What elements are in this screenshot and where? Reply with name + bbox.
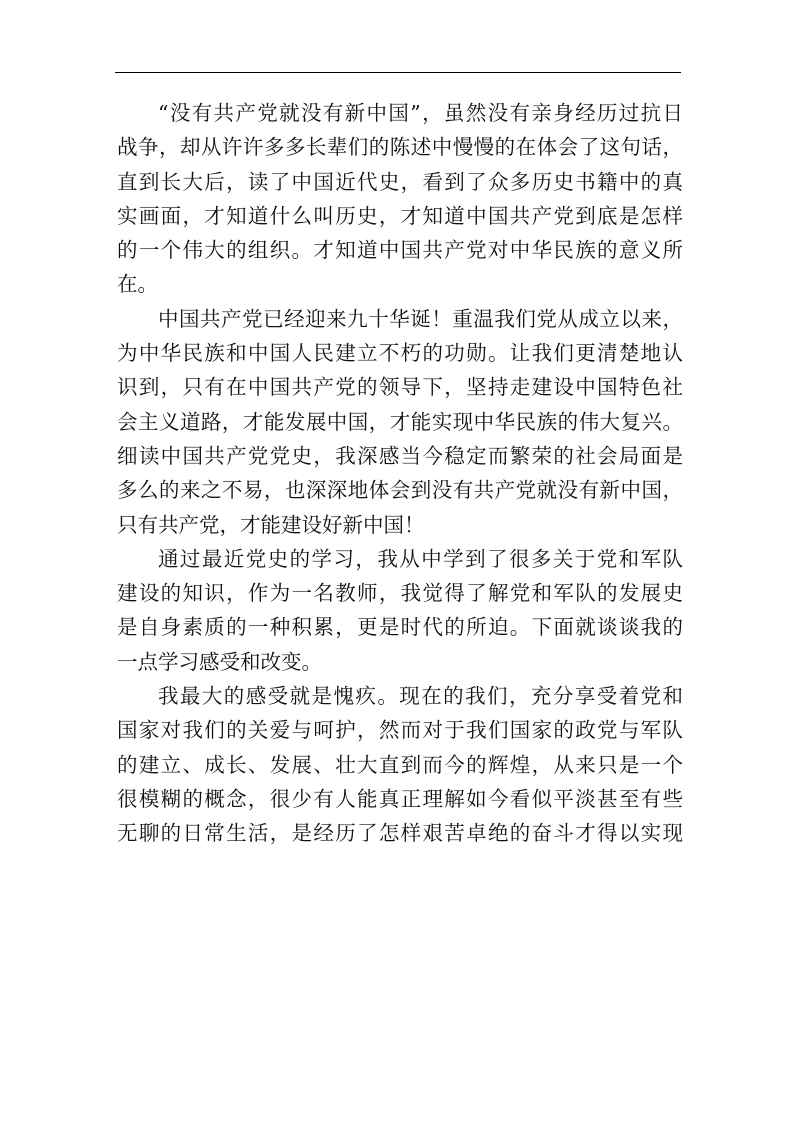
paragraph-line: 在。 [117,272,158,297]
paragraph-line: 是自身素质的一种积累，更是时代的所迫。下面就谈谈我的 [117,615,683,640]
paragraph-line: 通过最近党史的学习，我从中学到了很多关于党和军队 [158,546,683,571]
paragraph-line: 一点学习感受和改变。 [117,649,322,674]
paragraph-line: 直到长大后，读了中国近代史，看到了众多历史书籍中的真 [117,169,683,194]
body-text [117,96,683,851]
paragraph-line: 多么的来之不易，也深深地体会到没有共产党就没有新中国， [117,478,683,503]
paragraph-line: 我最大的感受就是愧疚。现在的我们，充分享受着党和 [158,684,683,709]
paragraph-line: 中国共产党已经迎来九十华诞！重温我们党从成立以来， [158,306,683,331]
paragraph-line: 无聊的日常生活，是经历了怎样艰苦卓绝的奋斗才得以实现 [117,821,683,846]
header-rule [115,72,681,73]
paragraph-line: 很模糊的概念，很少有人能真正理解如今看似平淡甚至有些 [117,786,683,811]
paragraph-line: 的一个伟大的组织。才知道中国共产党对中华民族的意义所 [117,238,683,263]
paragraph-line: “没有共产党就没有新中国”，虽然没有亲身经历过抗日 [158,101,683,125]
paragraph-line: 建设的知识，作为一名教师，我觉得了解党和军队的发展史 [117,581,683,606]
paragraph-line: 实画面，才知道什么叫历史，才知道中国共产党到底是怎样 [117,203,683,228]
paragraph-line: 会主义道路，才能发展中国，才能实现中华民族的伟大复兴。 [117,409,683,434]
paragraph-line: 国家对我们的关爱与呵护，然而对于我们国家的政党与军队 [117,718,683,743]
paragraph-line: 只有共产党，才能建设好新中国！ [117,512,425,537]
paragraph-line: 为中华民族和中国人民建立不朽的功勋。让我们更清楚地认 [117,341,683,366]
paragraph-line: 识到，只有在中国共产党的领导下，坚持走建设中国特色社 [117,375,683,400]
paragraph-line: 战争，却从许许多多长辈们的陈述中慢慢的在体会了这句话， [117,135,683,160]
paragraph-line: 细读中国共产党党史，我深感当今稳定而繁荣的社会局面是 [117,443,683,468]
paragraph-line: 的建立、成长、发展、壮大直到而今的辉煌，从来只是一个 [117,752,683,777]
